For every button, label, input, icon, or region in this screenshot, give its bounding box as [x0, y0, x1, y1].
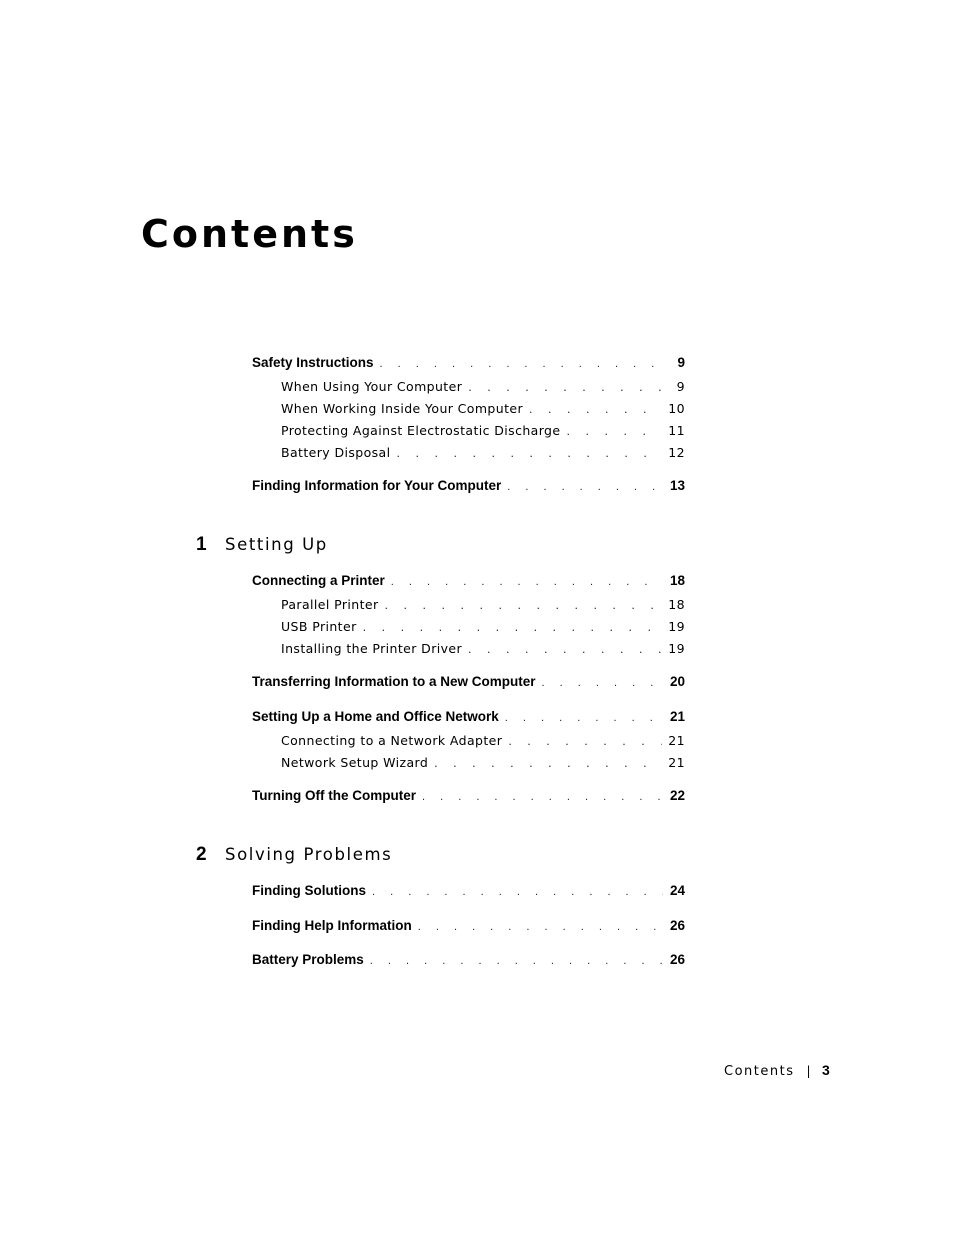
- dot-leader: [370, 955, 663, 967]
- toc-entry-label: Battery Disposal: [281, 445, 391, 460]
- toc-entry-label: When Using Your Computer: [281, 379, 463, 394]
- dot-leader: [542, 677, 663, 689]
- toc-entry-page: 18: [669, 573, 685, 588]
- toc-entry-label: USB Printer: [281, 619, 357, 634]
- dot-leader: [422, 791, 663, 803]
- toc-entry-label: Connecting to a Network Adapter: [281, 733, 503, 748]
- chapter-heading[interactable]: [196, 844, 392, 866]
- toc-subentry[interactable]: [281, 423, 685, 438]
- toc-entry[interactable]: [252, 952, 685, 967]
- dot-leader: [468, 643, 662, 656]
- toc-subentry[interactable]: [281, 401, 685, 416]
- chapter-heading[interactable]: [196, 534, 328, 556]
- toc-entry-label: Battery Problems: [252, 952, 364, 967]
- page-title: Contents: [141, 212, 358, 256]
- toc-entry-label: Finding Help Information: [252, 918, 412, 933]
- toc-entry-page: 26: [669, 952, 685, 967]
- toc-subentry[interactable]: [281, 379, 685, 394]
- toc-entry-label: Transferring Information to a New Computer: [252, 674, 536, 689]
- dot-leader: [418, 921, 663, 933]
- footer-section-label: Contents: [724, 1064, 795, 1079]
- toc-entry-label: Setting Up a Home and Office Network: [252, 709, 499, 724]
- toc-subentry[interactable]: [281, 597, 685, 612]
- dot-leader: [505, 712, 663, 724]
- dot-leader: [396, 447, 662, 460]
- page-footer: [724, 1062, 831, 1079]
- dot-leader: [391, 576, 663, 588]
- dot-leader: [363, 621, 663, 634]
- toc-entry-page: 11: [668, 423, 685, 438]
- toc-entry-page: 22: [669, 788, 685, 803]
- toc-entry-page: 9: [677, 355, 685, 370]
- toc-entry-label: Network Setup Wizard: [281, 755, 429, 770]
- toc-entry-page: 9: [676, 379, 685, 394]
- chapter-number: 2: [196, 844, 207, 865]
- toc-entry-page: 10: [668, 401, 685, 416]
- toc-entry-page: 24: [669, 883, 685, 898]
- dot-leader: [507, 481, 663, 493]
- toc-entry-page: 19: [668, 619, 685, 634]
- toc-entry-label: Installing the Printer Driver: [281, 641, 463, 656]
- dot-leader: [372, 886, 663, 898]
- dot-leader: [385, 599, 663, 612]
- toc-entry-page: 21: [669, 709, 685, 724]
- toc-entry-page: 21: [668, 733, 685, 748]
- toc-entry-page: 20: [669, 674, 685, 689]
- chapter-title: Solving Problems: [225, 845, 393, 864]
- toc-subentry[interactable]: [281, 641, 685, 656]
- toc-entry-label: Turning Off the Computer: [252, 788, 416, 803]
- toc-entry-label: When Working Inside Your Computer: [281, 401, 524, 416]
- toc-entry-page: 13: [669, 478, 685, 493]
- toc-entry[interactable]: [252, 918, 685, 933]
- toc-entry-page: 19: [668, 641, 685, 656]
- toc-entry-label: Finding Solutions: [252, 883, 366, 898]
- toc-entry[interactable]: [252, 573, 685, 588]
- toc-entry-label: Connecting a Printer: [252, 573, 385, 588]
- toc-entry-page: 21: [668, 755, 685, 770]
- footer-separator: |: [806, 1064, 813, 1078]
- toc-entry[interactable]: [252, 883, 685, 898]
- toc-entry-page: 18: [668, 597, 685, 612]
- toc-entry[interactable]: [252, 478, 685, 493]
- dot-leader: [380, 358, 663, 370]
- dot-leader: [468, 381, 663, 394]
- toc-entry-label: Finding Information for Your Computer: [252, 478, 502, 493]
- page-number: 3: [822, 1062, 832, 1078]
- toc-subentry[interactable]: [281, 445, 685, 460]
- toc-entry-label: Safety Instructions: [252, 355, 374, 370]
- chapter-title: Setting Up: [225, 535, 328, 554]
- toc-entry[interactable]: [252, 788, 685, 803]
- dot-leader: [434, 757, 662, 770]
- dot-leader: [566, 425, 662, 438]
- dot-leader: [529, 403, 662, 416]
- toc-entry-page: 12: [668, 445, 685, 460]
- dot-leader: [508, 735, 662, 748]
- toc-entry[interactable]: [252, 709, 685, 724]
- toc-entry[interactable]: [252, 674, 685, 689]
- toc-subentry[interactable]: [281, 755, 685, 770]
- toc-subentry[interactable]: [281, 733, 685, 748]
- toc-entry[interactable]: [252, 355, 685, 370]
- chapter-number: 1: [196, 534, 207, 555]
- toc-entry-label: Parallel Printer: [281, 597, 379, 612]
- toc-subentry[interactable]: [281, 619, 685, 634]
- toc-entry-page: 26: [669, 918, 685, 933]
- toc-entry-label: Protecting Against Electrostatic Discharge: [281, 423, 561, 438]
